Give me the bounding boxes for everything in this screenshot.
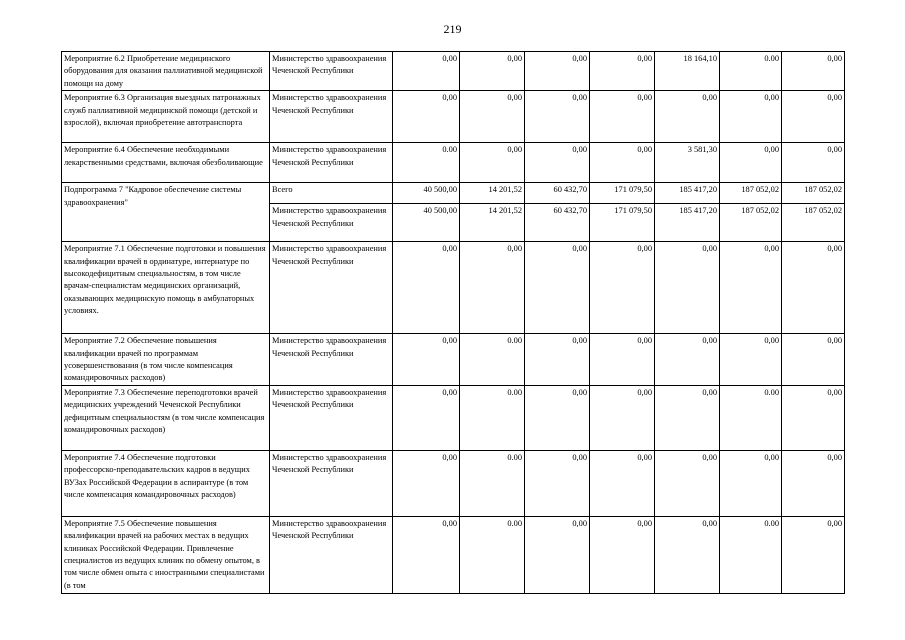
subprogram-title: Подпрограмма 7 "Кадровое обеспечение системы здравоохранения" xyxy=(62,183,270,242)
value-cell: 185 417,20 xyxy=(655,204,720,242)
value-cell: 0,00 xyxy=(460,143,525,183)
value-cell: 0.00 xyxy=(393,143,460,183)
row-description: Мероприятие 7.2 Обеспечение повышения квалификации врачей по программам усовершенствования (в том числе компенсация командировочных расходов) xyxy=(62,334,270,386)
value-cell: 0,00 xyxy=(393,52,460,91)
row-description: Мероприятие 7.5 Обеспечение повышения квалификации врачей на рабочих местах в ведущих клиниках Российской Федерации. Привлечение специалистов из ведущих клиник по обмену опытом, в том числе обмен опыта с иностранными специалистами (в том xyxy=(62,516,270,593)
value-cell: 0,00 xyxy=(655,242,720,334)
value-cell: 187 052,02 xyxy=(720,204,782,242)
table-row xyxy=(62,334,845,386)
value-cell: 0,00 xyxy=(460,91,525,143)
value-cell: 0,00 xyxy=(782,334,845,386)
value-cell: 0,00 xyxy=(393,385,460,450)
value-cell: 0,00 xyxy=(590,91,655,143)
value-cell: 0,00 xyxy=(590,143,655,183)
page-number: 219 xyxy=(443,22,462,36)
value-cell: 0,00 xyxy=(720,143,782,183)
value-cell: 0,00 xyxy=(393,450,460,516)
row-executor: Министерство здравоохранения Чеченской Республики xyxy=(270,91,393,143)
value-cell: 0.00 xyxy=(460,450,525,516)
row-executor: Министерство здравоохранения Чеченской Республики xyxy=(270,516,393,593)
table-row xyxy=(62,143,845,183)
row-description: Мероприятие 7.4 Обеспечение подготовки профессорско-преподавательских кадров в ведущих ВУЗах Российской Федерации в аспирантуре (в том числе компенсация командировочных расходов) xyxy=(62,450,270,516)
value-cell: 18 164,10 xyxy=(655,52,720,91)
value-cell: 0,00 xyxy=(590,516,655,593)
row-executor: Министерство здравоохранения Чеченской Республики xyxy=(270,334,393,386)
value-cell: 0,00 xyxy=(782,450,845,516)
value-cell: 0,00 xyxy=(525,334,590,386)
value-cell: 0,00 xyxy=(590,385,655,450)
value-cell: 0,00 xyxy=(655,91,720,143)
value-cell: 0,00 xyxy=(782,242,845,334)
value-cell: 0,00 xyxy=(590,334,655,386)
value-cell: 0,00 xyxy=(720,242,782,334)
value-cell: 0,00 xyxy=(525,242,590,334)
value-cell: 60 432,70 xyxy=(525,204,590,242)
row-executor: Министерство здравоохранения Чеченской Республики xyxy=(270,242,393,334)
value-cell: 0,00 xyxy=(782,516,845,593)
value-cell: 0,00 xyxy=(460,242,525,334)
row-description: Мероприятие 6.2 Приобретение медицинского оборудования для оказания паллиативной медицинской помощи на дому xyxy=(62,52,270,91)
table-row xyxy=(62,183,845,204)
value-cell: 3 581,30 xyxy=(655,143,720,183)
value-cell: 0.00 xyxy=(460,334,525,386)
value-cell: 0,00 xyxy=(525,91,590,143)
value-cell: 0,00 xyxy=(655,516,720,593)
value-cell: 0,00 xyxy=(720,91,782,143)
table-row xyxy=(62,52,845,91)
row-executor: Министерство здравоохранения Чеченской Республики xyxy=(270,204,393,242)
value-cell: 0,00 xyxy=(720,450,782,516)
row-executor: Министерство здравоохранения Чеченской Республики xyxy=(270,52,393,91)
row-description: Мероприятие 7.3 Обеспечение переподготовки врачей медицинских учреждений Чеченской Республики дефицитным специальностям (в том числе компенсация командировочных расходов) xyxy=(62,385,270,450)
value-cell: 14 201,52 xyxy=(460,204,525,242)
value-cell: 0,00 xyxy=(393,334,460,386)
value-cell: 0,00 xyxy=(393,516,460,593)
value-cell: 0,00 xyxy=(525,143,590,183)
value-cell: 0,00 xyxy=(655,334,720,386)
value-cell: 0,00 xyxy=(393,242,460,334)
value-cell: 0,00 xyxy=(525,450,590,516)
row-executor: Министерство здравоохранения Чеченской Республики xyxy=(270,385,393,450)
table-row xyxy=(62,91,845,143)
value-cell: 0,00 xyxy=(590,242,655,334)
value-cell: 0,00 xyxy=(590,52,655,91)
value-cell: 0.00 xyxy=(460,516,525,593)
value-cell: 187 052,02 xyxy=(720,183,782,204)
value-cell: 187 052,02 xyxy=(782,183,845,204)
value-cell: 0,00 xyxy=(782,385,845,450)
value-cell: 0,00 xyxy=(782,143,845,183)
row-executor: Всего xyxy=(270,183,393,204)
value-cell: 0,00 xyxy=(655,385,720,450)
value-cell: 0.00 xyxy=(460,385,525,450)
row-executor: Министерство здравоохранения Чеченской Республики xyxy=(270,143,393,183)
value-cell: 0,00 xyxy=(782,91,845,143)
table-row xyxy=(62,450,845,516)
value-cell: 0,00 xyxy=(590,450,655,516)
value-cell: 171 079,50 xyxy=(590,204,655,242)
value-cell: 0.00 xyxy=(720,52,782,91)
value-cell: 185 417,20 xyxy=(655,183,720,204)
table-row xyxy=(62,242,845,334)
value-cell: 0,00 xyxy=(720,334,782,386)
row-executor: Министерство здравоохранения Чеченской Республики xyxy=(270,450,393,516)
value-cell: 40 500,00 xyxy=(393,204,460,242)
value-cell: 0,00 xyxy=(525,516,590,593)
value-cell: 171 079,50 xyxy=(590,183,655,204)
row-description: Мероприятие 7.1 Обеспечение подготовки и повышения квалификации врачей в ординатуре, интернатуре по высокодефицитным специальностям, в том числе врачам-специалистам медицинских организаций, оказывающих медицинскую помощь в амбулаторных условиях. xyxy=(62,242,270,334)
value-cell: 187 052,02 xyxy=(782,204,845,242)
budget-table xyxy=(61,51,845,594)
value-cell: 0,00 xyxy=(655,450,720,516)
value-cell: 0,00 xyxy=(525,385,590,450)
value-cell: 0,00 xyxy=(460,52,525,91)
value-cell: 0,00 xyxy=(782,52,845,91)
value-cell: 14 201,52 xyxy=(460,183,525,204)
value-cell: 60 432,70 xyxy=(525,183,590,204)
value-cell: 40 500,00 xyxy=(393,183,460,204)
row-description: Мероприятие 6.3 Организация выездных патронажных служб паллиативной медицинской помощи (детской и взрослой), включая приобретение автотранспорта xyxy=(62,91,270,143)
value-cell: 0.00 xyxy=(720,516,782,593)
value-cell: 0,00 xyxy=(525,52,590,91)
row-description: Мероприятие 6.4 Обеспечение необходимыми лекарственными средствами, включая обезболивающие xyxy=(62,143,270,183)
table-row xyxy=(62,516,845,593)
table-row xyxy=(62,385,845,450)
value-cell: 0.00 xyxy=(720,385,782,450)
value-cell: 0,00 xyxy=(393,91,460,143)
